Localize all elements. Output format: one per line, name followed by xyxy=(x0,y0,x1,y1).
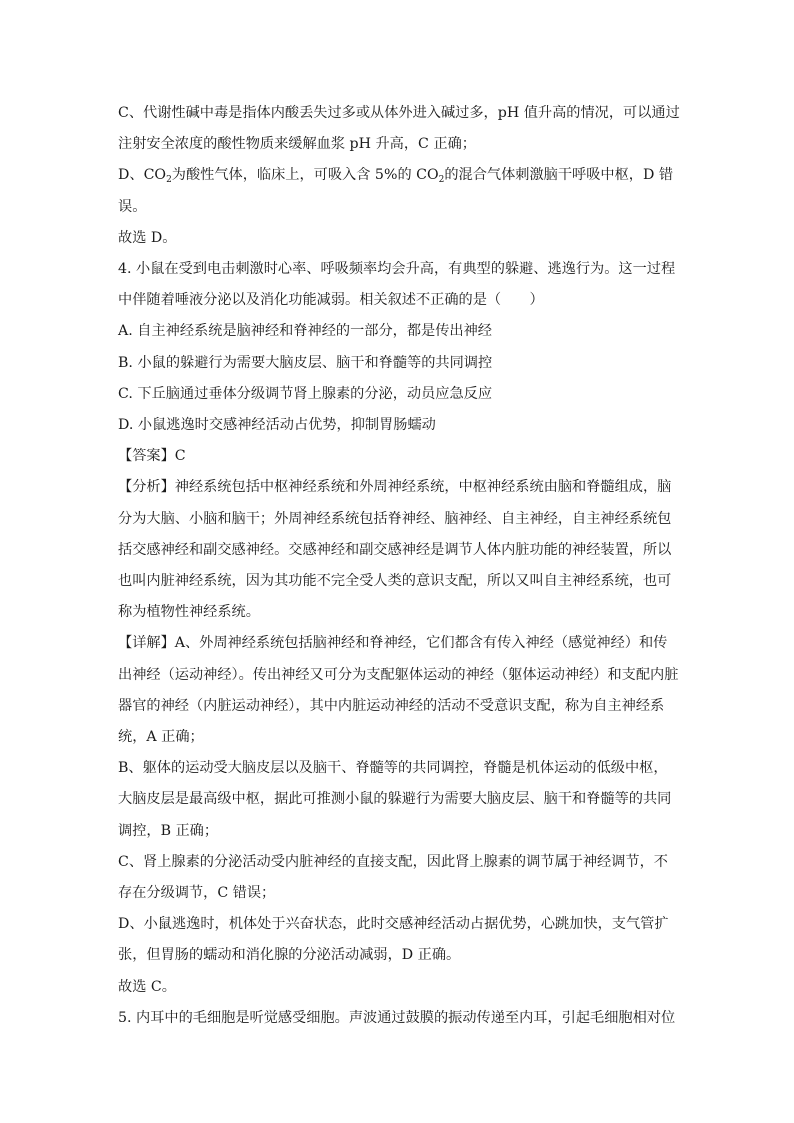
text-line: 调控，B 正确； xyxy=(118,822,219,839)
q3-option-c-explanation xyxy=(118,98,678,160)
q3-conclusion xyxy=(118,223,678,254)
text-segment: 为酸性气体，临床上，可吸入含 5%的 CO xyxy=(171,167,439,184)
q4-detail-c xyxy=(118,847,678,909)
option-c: C. 下丘脑通过垂体分级调节肾上腺素的分泌，动员应急反应 xyxy=(118,385,493,402)
text-line: 称为植物性神经系统。 xyxy=(118,604,260,621)
text-line: 器官的神经（内脏运动神经），其中内脏运动神经的活动不受意识支配，称为自主神经系 xyxy=(118,697,665,714)
option-a: A. 自主神经系统是脑神经和脊神经的一部分，都是传出神经 xyxy=(118,323,492,340)
text-line: 存在分级调节，C 错误； xyxy=(118,885,276,902)
q4-analysis xyxy=(118,472,678,628)
text-line: D、小鼠逃逸时，机体处于兴奋状态，此时交感神经活动占据优势，心跳加快，支气管扩 xyxy=(118,916,669,933)
subscript: 2 xyxy=(438,175,445,186)
text-line: 括交感神经和副交感神经。交感神经和副交感神经是调节人体内脏功能的神经装置，所以 xyxy=(118,541,672,558)
text-line: 分为大脑、小脑和脑干；外周神经系统包括脊神经、脑神经、自主神经，自主神经系统包 xyxy=(118,510,672,527)
text-line: B、躯体的运动受大脑皮层以及脑干、脊髓等的共同调控，脊髓是机体运动的低级中枢， xyxy=(118,760,668,777)
text-line: 统，A 正确； xyxy=(118,729,204,746)
text-line: 也叫内脏神经系统，因为其功能不完全受人类的意识支配，所以又叫自主神经系统，也可 xyxy=(118,573,672,590)
option-d: D. 小鼠逃逸时交感神经活动占优势，抑制胃肠蠕动 xyxy=(118,417,436,434)
page-content xyxy=(118,98,678,1034)
text-segment: 的混合气体刺激脑干呼吸中枢，D 错 xyxy=(444,167,674,184)
q4-detail-a xyxy=(118,628,678,753)
text-line: 故选 D。 xyxy=(118,229,177,246)
text-line: C、肾上腺素的分泌活动受内脏神经的直接支配，因此肾上腺素的调节属于神经调节，不 xyxy=(118,853,668,870)
text-line: 中伴随着唾液分泌以及消化功能减弱。相关叙述不正确的是（ ） xyxy=(118,292,544,309)
text-line: 张，但胃肠的蠕动和消化腺的分泌活动减弱，D 正确。 xyxy=(118,947,461,964)
subscript: 2 xyxy=(166,175,172,186)
text-line: 5. 内耳中的毛细胞是听觉感受细胞。声波通过鼓膜的振动传递至内耳，引起毛细胞相对位 xyxy=(118,1009,676,1026)
q4-detail-b xyxy=(118,753,678,847)
text-line: 误。 xyxy=(118,198,147,215)
text-segment: D、CO xyxy=(118,167,167,184)
text-line: 出神经（运动神经）。传出神经又可分为支配躯体运动的神经（躯体运动神经）和支配内脏 xyxy=(118,666,679,683)
text-line xyxy=(118,160,678,191)
q4-detail-d xyxy=(118,909,678,971)
text-line: 【详解】A、外周神经系统包括脑神经和脊神经，它们都含有传入神经（感觉神经）和传 xyxy=(118,635,668,652)
text-line: 【分析】神经系统包括中枢神经系统和外周神经系统，中枢神经系统由脑和脊髓组成，脑 xyxy=(118,479,672,496)
q4-conclusion xyxy=(118,972,678,1003)
text-line: 注射安全浓度的酸性物质来缓解血浆 pH 升高，C 正确； xyxy=(118,136,476,153)
answer-line: 【答案】C xyxy=(118,448,186,465)
q3-option-d-explanation xyxy=(118,160,678,222)
text-line: 4. 小鼠在受到电击刺激时心率、呼吸频率均会升高，有典型的躲避、逃逸行为。这一过程 xyxy=(118,261,676,278)
q4-options xyxy=(118,316,678,441)
option-b: B. 小鼠的躲避行为需要大脑皮层、脑干和脊髓等的共同调控 xyxy=(118,354,493,371)
q4-stem xyxy=(118,254,678,316)
text-line: 大脑皮层是最高级中枢，据此可推测小鼠的躲避行为需要大脑皮层、脑干和脊髓等的共同 xyxy=(118,791,672,808)
text-line: 故选 C。 xyxy=(118,978,176,995)
q5-stem xyxy=(118,1003,678,1034)
q4-answer xyxy=(118,441,678,472)
text-line: C、代谢性碱中毒是指体内酸丢失过多或从体外进入碱过多，pH 值升高的情况，可以通过 xyxy=(118,105,680,121)
